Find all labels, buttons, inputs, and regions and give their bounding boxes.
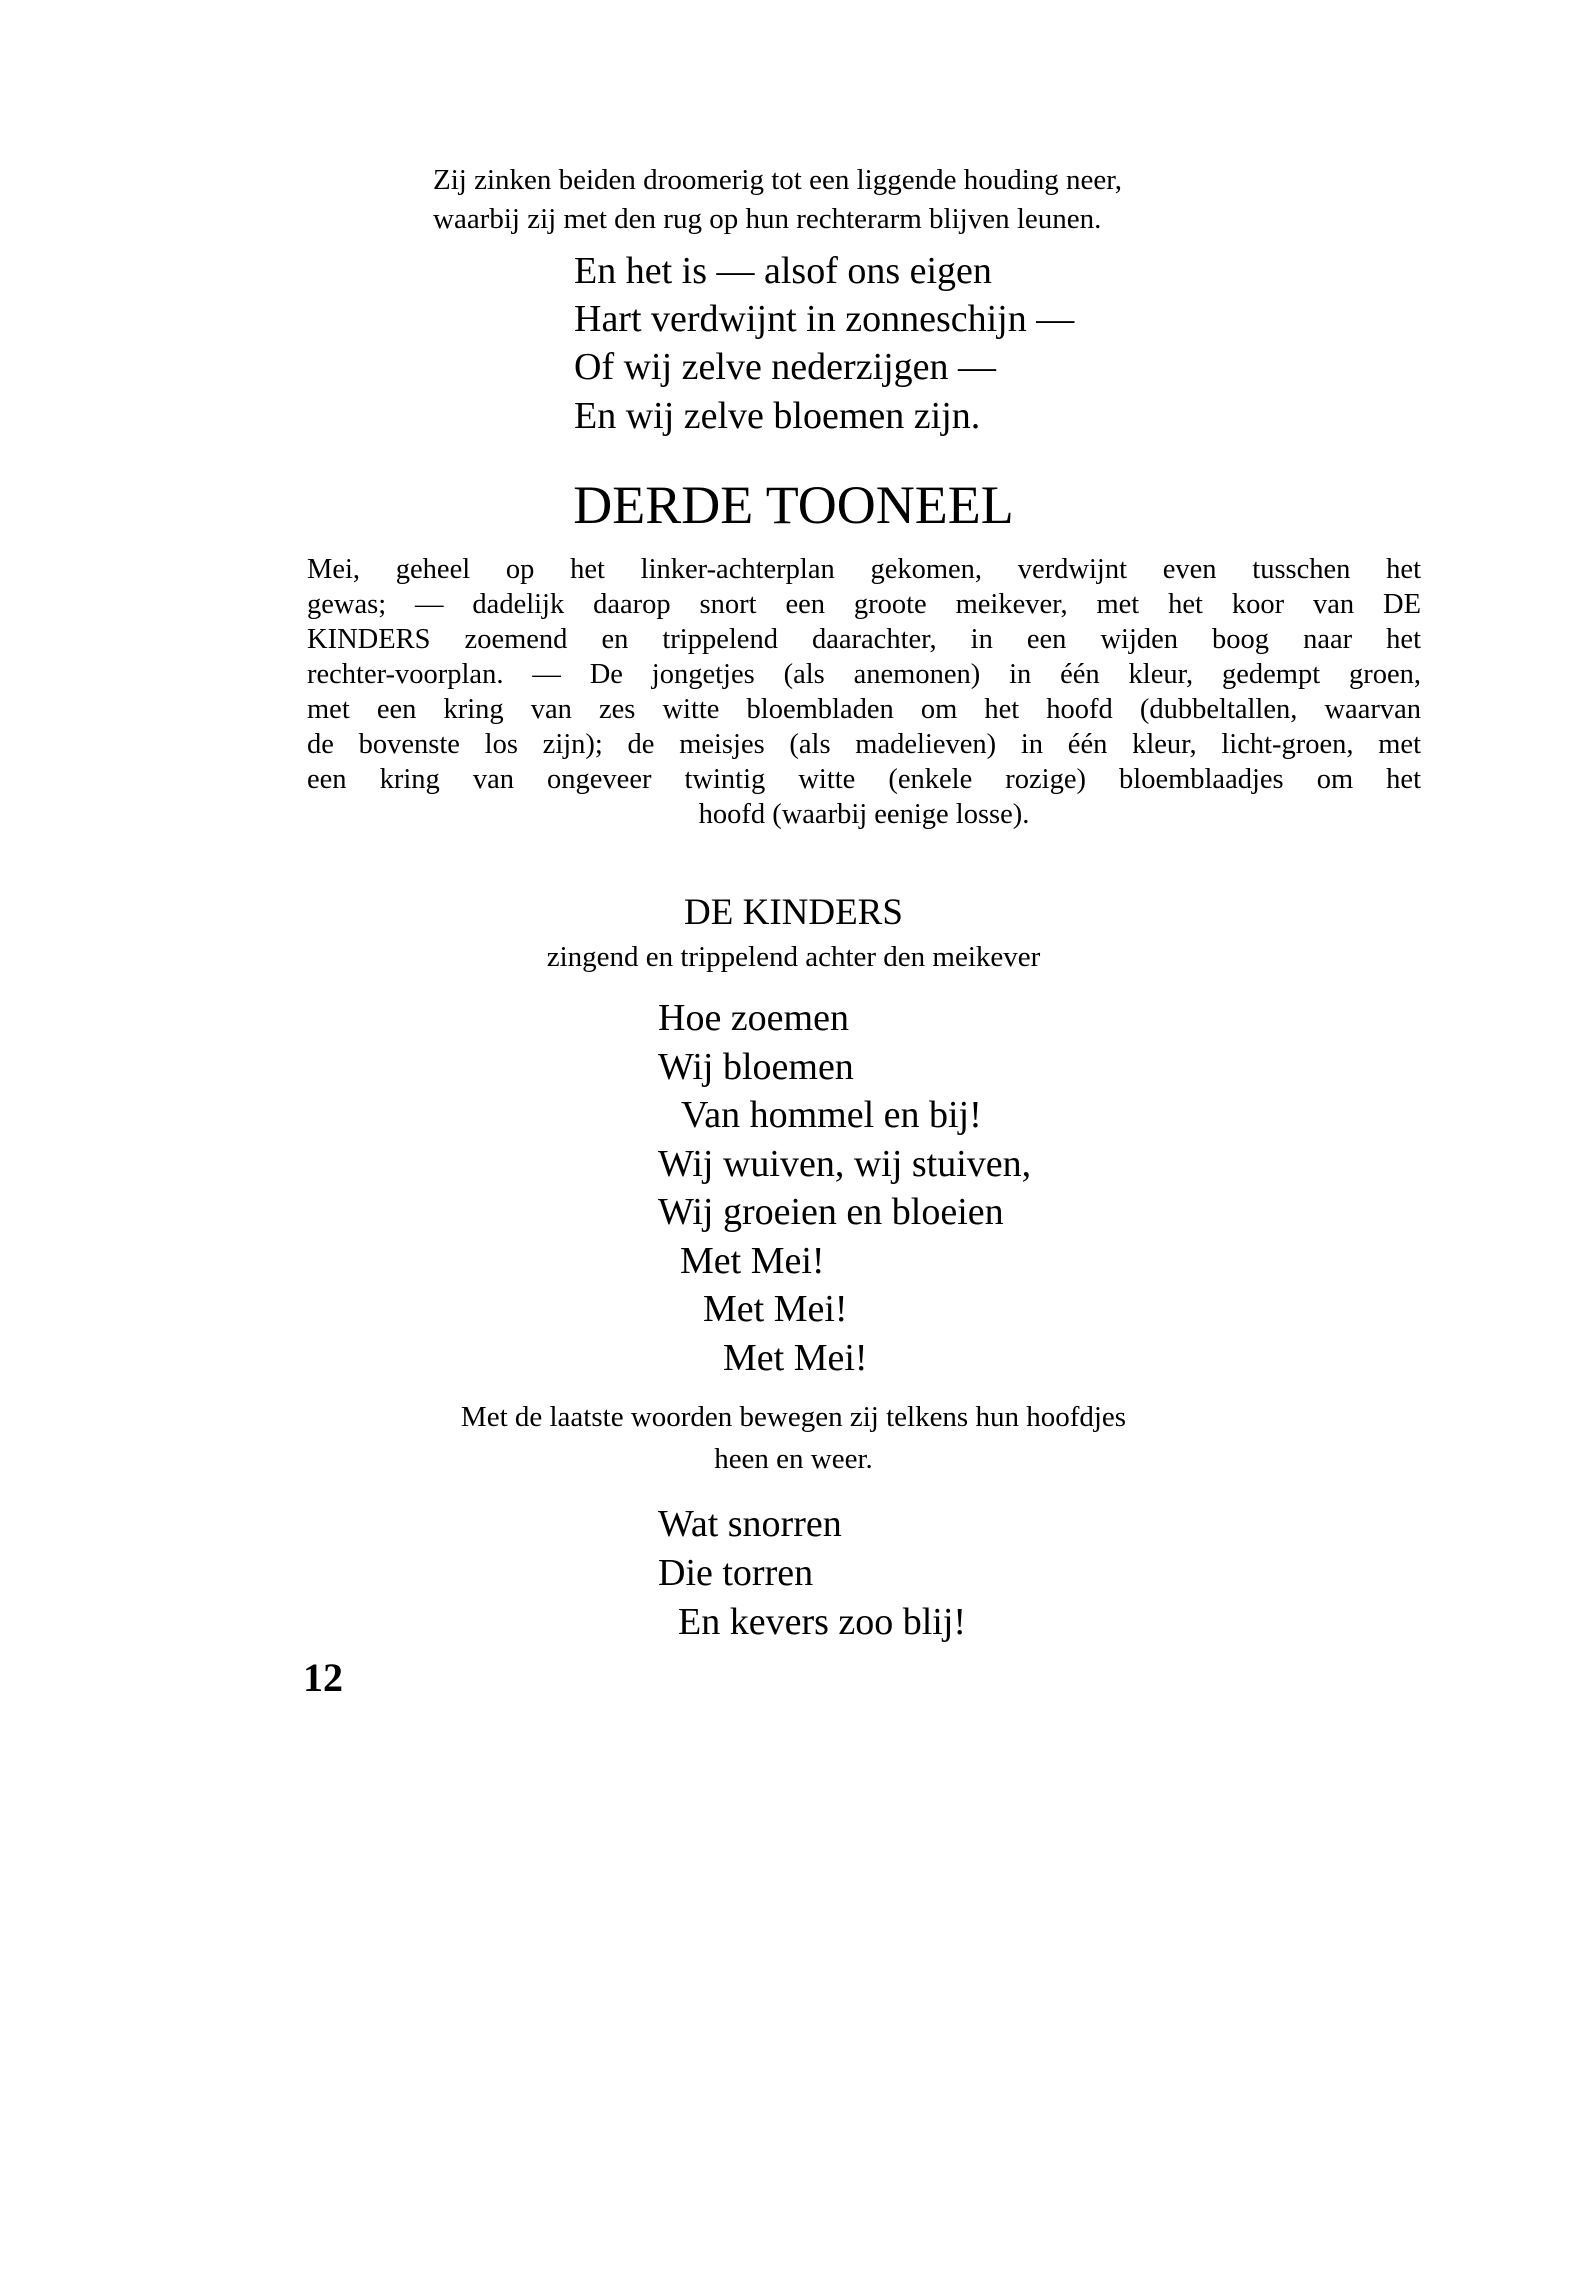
verse-line: Met Mei! xyxy=(703,1288,848,1330)
description-line: een kring van ongeveer twintig witte (enkele rozige) bloemblaadjes om het xyxy=(307,764,1421,795)
description-line: Mei, geheel op het linker-achterplan gekomen, verdwijnt even tusschen het xyxy=(307,554,1421,585)
verse-line: Hoe zoemen xyxy=(658,997,849,1039)
verse-line: Met Mei! xyxy=(723,1337,868,1379)
verse-line: Die torren xyxy=(658,1552,814,1594)
description-line: KINDERS zoemend en trippelend daarachter, in een wijden boog naar het xyxy=(307,624,1421,655)
verse-line: Of wij zelve nederzijgen — xyxy=(574,346,997,388)
speaker-direction: zingend en trippelend achter den meikever xyxy=(546,941,1041,973)
verse-line: Wij wuiven, wij stuiven, xyxy=(658,1143,1032,1185)
verse-line: Wat snorren xyxy=(658,1503,842,1545)
description-line: met een kring van zes witte bloembladen om het hoofd (dubbeltallen, waarvan xyxy=(307,694,1421,725)
scene-heading: DERDE TOONEEL xyxy=(573,475,1014,535)
stage-direction-line: heen en weer. xyxy=(714,1443,873,1475)
speaker-name: DE KINDERS xyxy=(684,892,903,933)
verse-line: Hart verdwijnt in zonneschijn — xyxy=(574,298,1075,340)
description-line: de bovenste los zijn); de meisjes (als madelieven) in één kleur, licht-groen, met xyxy=(307,729,1421,760)
stage-direction-line: Zij zinken beiden droomerig tot een liggende houding neer, xyxy=(433,164,1122,196)
stage-direction-line: Met de laatste woorden bewegen zij telkens hun hoofdjes xyxy=(460,1401,1127,1433)
stage-direction-line: waarbij zij met den rug op hun rechterarm blijven leunen. xyxy=(433,203,1102,235)
description-line: gewas; — dadelijk daarop snort een groote meikever, met het koor van DE xyxy=(307,589,1421,620)
page-number: 12 xyxy=(303,1655,343,1700)
verse-line: En wij zelve bloemen zijn. xyxy=(574,395,981,437)
scene-description xyxy=(307,552,1421,832)
verse-line: En het is — alsof ons eigen xyxy=(574,250,992,292)
verse-line: En kevers zoo blij! xyxy=(678,1601,967,1643)
verse-line: Wij groeien en bloeien xyxy=(658,1191,1004,1233)
verse-line: Met Mei! xyxy=(680,1240,825,1282)
verse-line: Wij bloemen xyxy=(658,1046,854,1088)
description-line: hoofd (waarbij eenige losse). xyxy=(698,799,1030,830)
description-line: rechter-voorplan. — De jongetjes (als anemonen) in één kleur, gedempt groen, xyxy=(307,659,1421,690)
verse-line: Van hommel en bij! xyxy=(681,1094,982,1136)
